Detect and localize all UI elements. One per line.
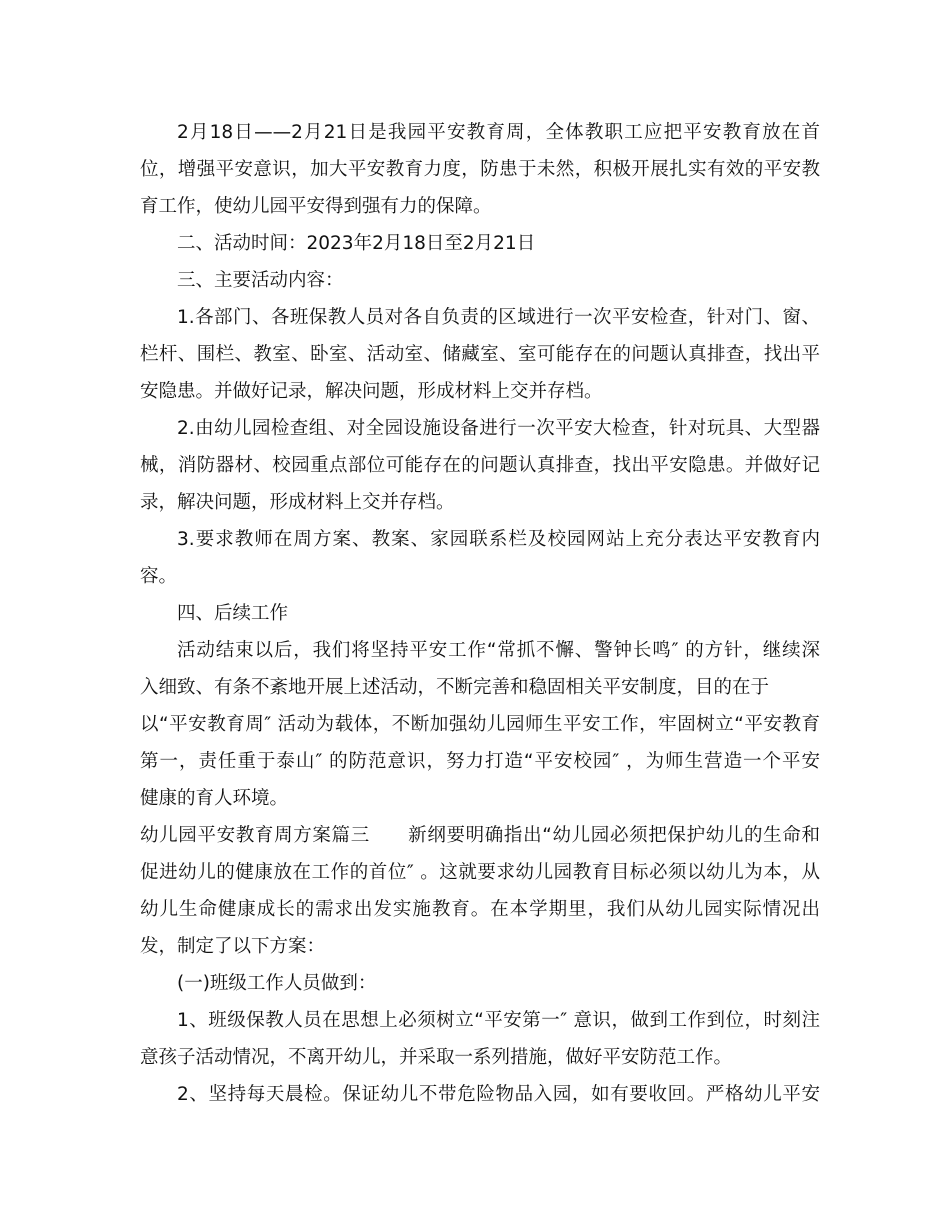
text-line: 第一，责任重于泰山″ 的防范意识，努力打造“平安校园″ ，为师生营造一个平安	[140, 751, 820, 772]
text-line: 意孩子活动情况，不离开幼儿，并采取一系列措施，做好平安防范工作。	[140, 1047, 733, 1068]
text-line: 2、坚持每天晨检。保证幼儿不带危险物品入园，如有要收回。严格幼儿平安	[177, 1084, 820, 1105]
text-line: 幼儿生命健康成长的需求出发实施教育。在本学期里，我们从幼儿园实际情况出	[140, 899, 820, 920]
text-line: 以“平安教育周″ 活动为载体，不断加强幼儿园师生平安工作，牢固树立“平安教育	[140, 714, 820, 735]
text-line: 2.由幼儿园检查组、对全园设施设备进行一次平安大检查，针对玩具、大型器	[177, 418, 820, 439]
text-line: 械，消防器材、校园重点部位可能存在的问题认真排查，找出平安隐患。并做好记	[140, 455, 820, 476]
text-line: 发，制定了以下方案：	[140, 936, 326, 957]
text-line: 健康的育人环境。	[140, 788, 289, 809]
text-line: 入细致、有条不紊地开展上述活动，不断完善和稳固相关平安制度，目的在于	[140, 677, 770, 698]
text-line: 促进幼儿的健康放在工作的首位″ 。这就要求幼儿园教育目标必须以幼儿为本，从	[140, 862, 820, 883]
text-line: 栏杆、围栏、教室、卧室、活动室、储藏室、室可能存在的问题认真排查，找出平	[140, 344, 820, 365]
text-line: 位，增强平安意识，加大平安教育力度，防患于未然，积极开展扎实有效的平安教	[140, 159, 820, 180]
section-heading: 二、活动时间：2023年2月18日至2月21日	[177, 233, 536, 254]
section-heading: 三、主要活动内容：	[177, 270, 344, 291]
section-heading: (一)班级工作人员做到：	[177, 973, 377, 994]
text-line: 幼儿园平安教育周方案篇三 新纲要明确指出“幼儿园必须把保护幼儿的生命和	[140, 825, 820, 846]
text-line: 安隐患。并做好记录，解决问题，形成材料上交并存档。	[140, 381, 603, 402]
text-line: 1.各部门、各班保教人员对各自负责的区域进行一次平安检查，针对门、窗、	[177, 307, 820, 328]
text-line: 2月18日——2月21日是我园平安教育周，全体教职工应把平安教育放在首	[177, 122, 820, 143]
text-line: 容。	[140, 566, 178, 587]
text-line: 1、班级保教人员在思想上必须树立“平安第一″ 意识，做到工作到位，时刻注	[177, 1010, 820, 1031]
document-body	[140, 114, 820, 1113]
text-line: 活动结束以后，我们将坚持平安工作“常抓不懈、警钟长鸣″ 的方针，继续深	[177, 640, 820, 661]
section-heading: 四、后续工作	[177, 603, 289, 624]
text-line: 育工作，使幼儿园平安得到强有力的保障。	[140, 196, 492, 217]
text-line: 3.要求教师在周方案、教案、家园联系栏及校园网站上充分表达平安教育内	[177, 529, 820, 550]
text-line: 录，解决问题，形成材料上交并存档。	[140, 492, 455, 513]
